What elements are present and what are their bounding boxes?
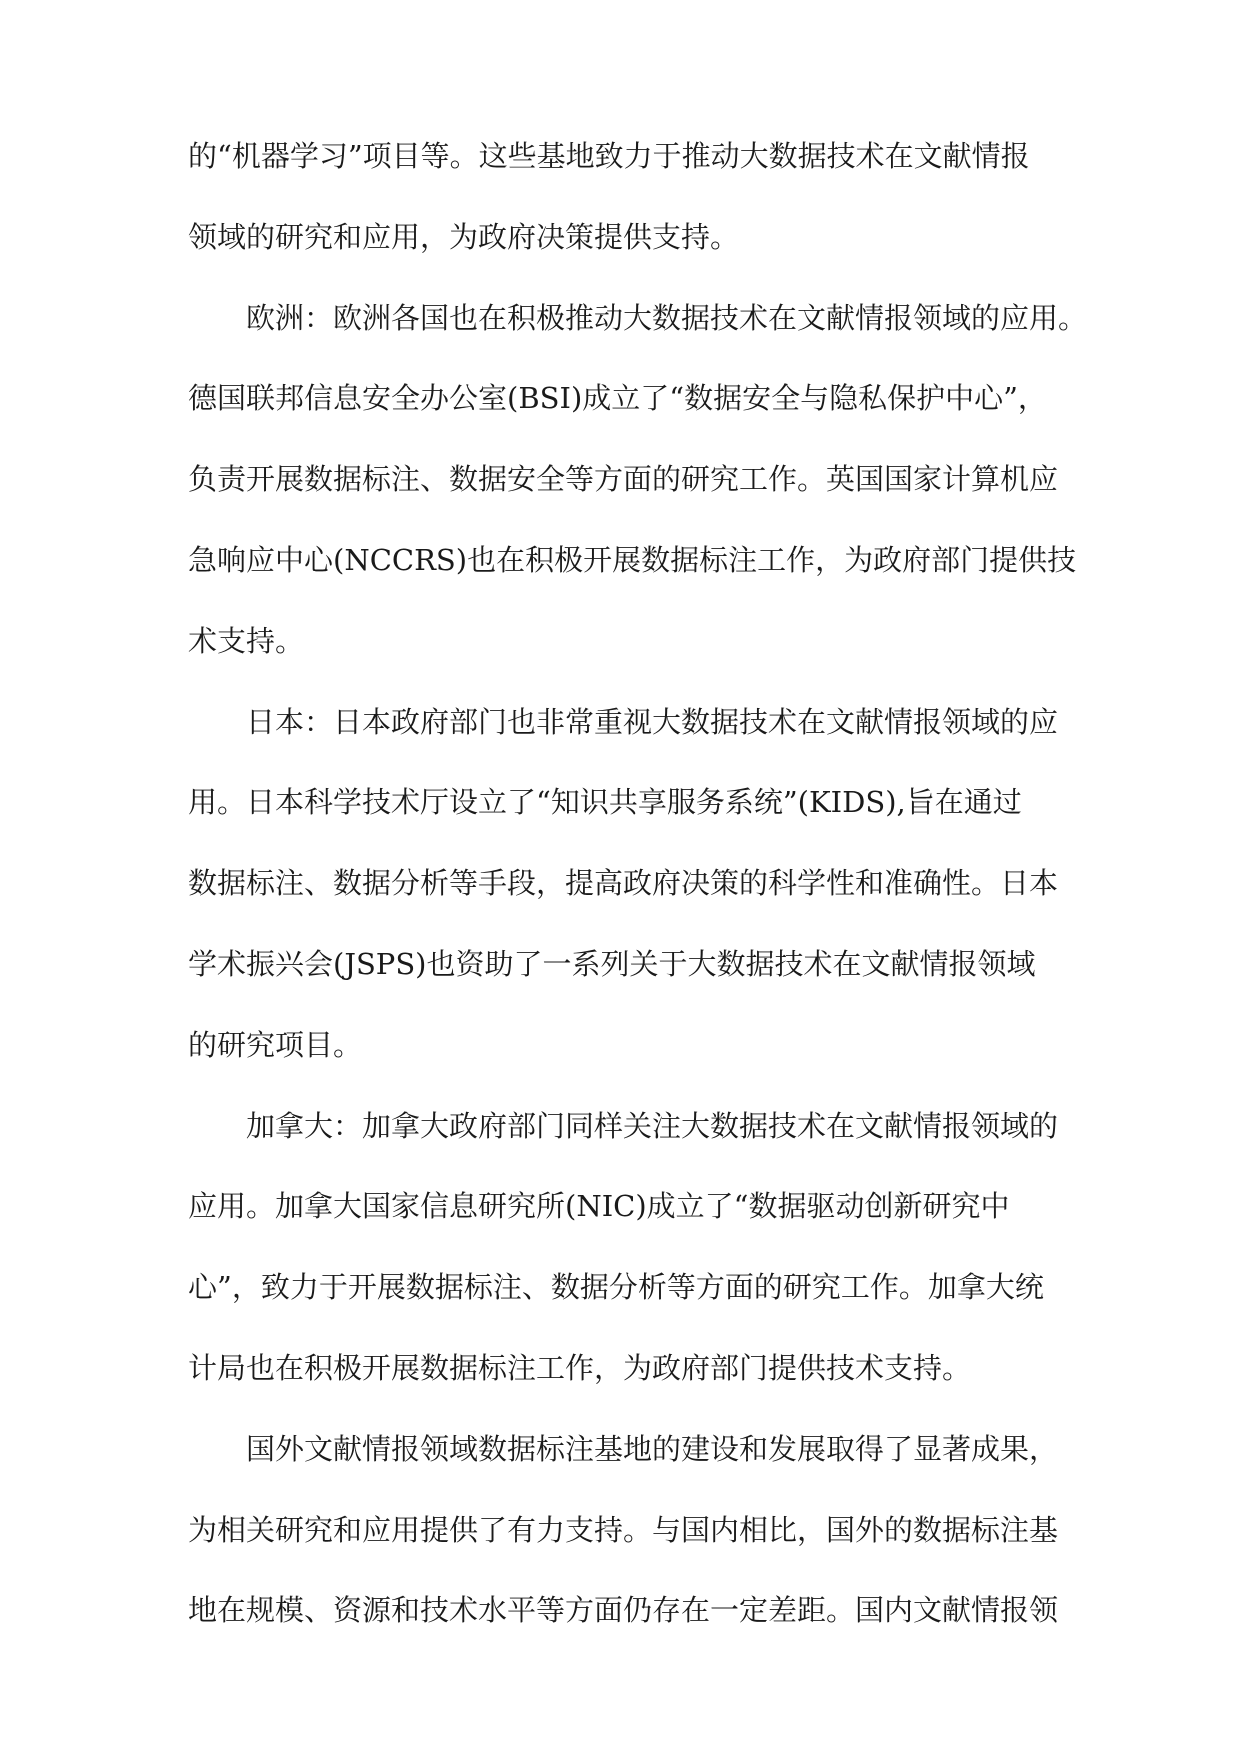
paragraph-start-summary: 国外文献情报领域数据标注基地的建设和发展取得了显著成果， bbox=[246, 1431, 1059, 1466]
text-line: 数据标注、数据分析等手段，提高政府决策的科学性和准确性。日本 bbox=[188, 866, 1059, 901]
text-line: 的“机器学习”项目等。这些基地致力于推动大数据技术在文献情报 bbox=[188, 139, 1030, 173]
text-line: 的研究项目。 bbox=[188, 1027, 363, 1062]
paragraph-start-canada: 加拿大：加拿大政府部门同样关注大数据技术在文献情报领域的 bbox=[246, 1108, 1059, 1143]
text-line: 德国联邦信息安全办公室(BSI)成立了“数据安全与隐私保护中心”， bbox=[188, 381, 1047, 416]
text-line: 心”，致力于开展数据标注、数据分析等方面的研究工作。加拿大统 bbox=[188, 1270, 1044, 1305]
text-line: 地在规模、资源和技术水平等方面仍存在一定差距。国内文献情报领 bbox=[188, 1593, 1059, 1628]
text-line: 负责开展数据标注、数据安全等方面的研究工作。英国国家计算机应 bbox=[188, 462, 1059, 497]
text-line: 为相关研究和应用提供了有力支持。与国内相比，国外的数据标注基 bbox=[188, 1512, 1059, 1547]
paragraph-start-europe: 欧洲：欧洲各国也在积极推动大数据技术在文献情报领域的应用。 bbox=[246, 300, 1088, 335]
text-line: 应用。加拿大国家信息研究所(NIC)成立了“数据驱动创新研究中 bbox=[188, 1189, 1010, 1224]
text-line: 领域的研究和应用，为政府决策提供支持。 bbox=[188, 219, 740, 254]
body-text bbox=[188, 139, 1088, 1677]
text-line: 术支持。 bbox=[188, 623, 305, 658]
text-line: 计局也在积极开展数据标注工作，为政府部门提供技术支持。 bbox=[188, 1350, 972, 1385]
text-line: 急响应中心(NCCRS)也在积极开展数据标注工作，为政府部门提供技 bbox=[188, 542, 1077, 577]
paragraph-start-japan: 日本：日本政府部门也非常重视大数据技术在文献情报领域的应 bbox=[246, 704, 1059, 739]
text-line: 学术振兴会(JSPS)也资助了一系列关于大数据技术在文献情报领域 bbox=[188, 946, 1036, 981]
text-line: 用。日本科学技术厅设立了“知识共享服务系统”(KIDS),旨在通过 bbox=[188, 785, 1022, 820]
